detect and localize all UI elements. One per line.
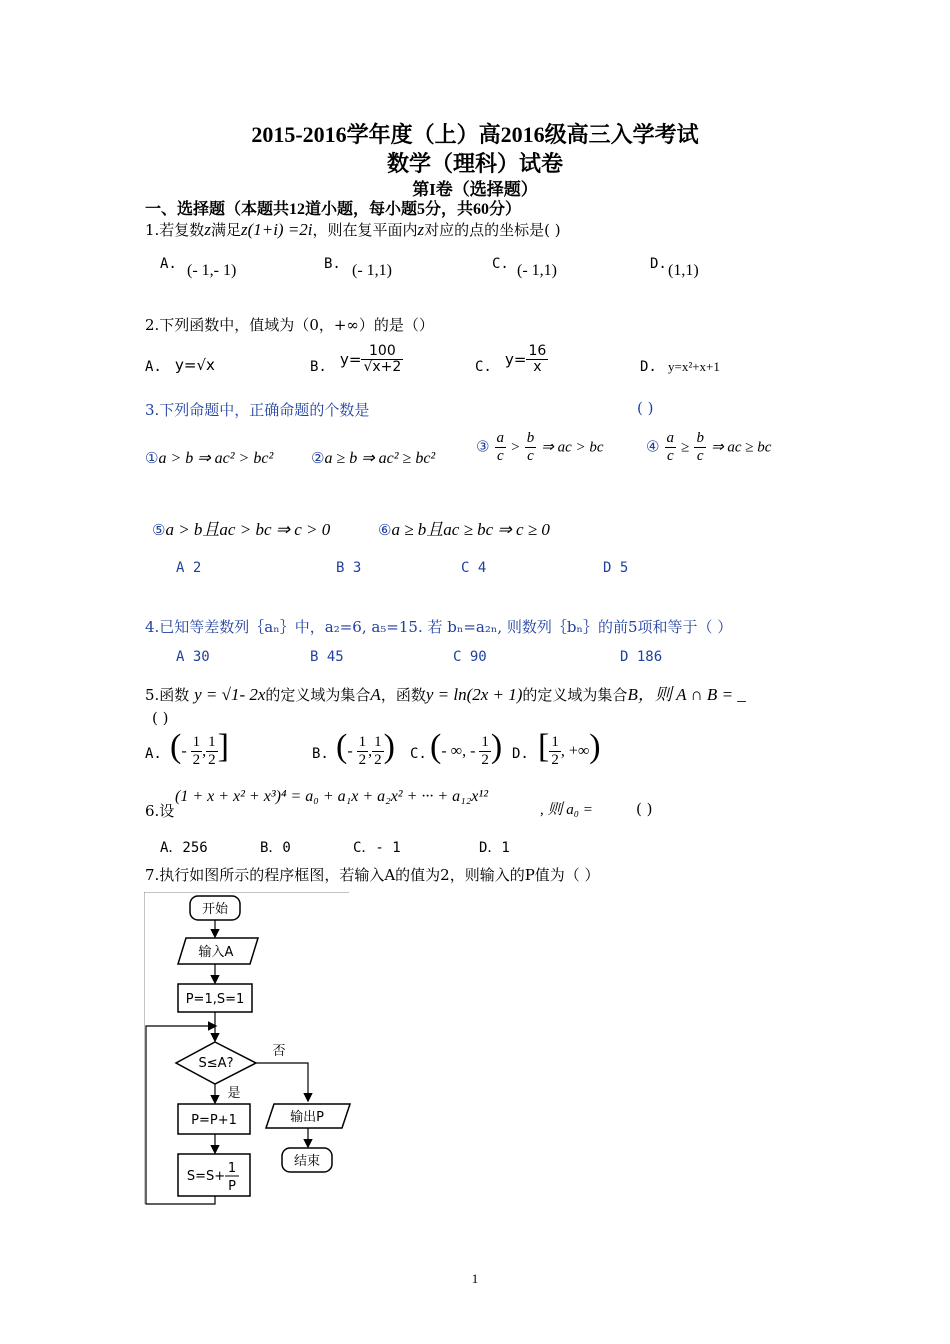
q3-3-tail: ⇒ ac > bc	[541, 439, 604, 456]
q6-option-c: C．- 1	[353, 840, 401, 856]
q5-paren: ( )	[152, 709, 169, 727]
q2-option-a: y=√x	[175, 356, 215, 374]
q1-z2: z	[417, 220, 425, 239]
part-title: 第I卷（选择题）	[412, 180, 538, 199]
q5-option-b-label: B.	[312, 746, 329, 762]
q3-4-c2: c	[696, 447, 704, 464]
q5-a-n1: 1	[192, 734, 201, 751]
q5-a-n2: 1	[208, 734, 216, 751]
q6-option-b: B．0	[260, 840, 291, 856]
q3-paren: ( )	[637, 399, 654, 417]
q3-item-5	[152, 515, 330, 540]
q3-item-4	[646, 430, 771, 464]
q6-tail: , 则 a₀ =	[540, 802, 593, 818]
q2-option-d-label: D.	[640, 359, 657, 375]
q1-option-d: (1,1)	[668, 262, 699, 279]
question-4: 4.已知等差数列｛aₙ｝中，a₂=6, a₅=15. 若 bₙ=a₂ₙ, 则数列｛bₙ｝的前5项和等于（ ）	[145, 618, 733, 636]
q3-3-c2: c	[527, 447, 534, 464]
q2-option-b-label: B.	[310, 359, 327, 375]
q3-3-c1: c	[496, 447, 504, 464]
q3-4-tail: ⇒ ac ≥ bc	[711, 439, 772, 456]
flow-input-label: 输入A	[198, 945, 234, 960]
q3-num-5: ⑤	[152, 521, 166, 539]
q3-expr-2: a ≥ b ⇒ ac² ≥ bc²	[324, 450, 436, 467]
section-heading: 一、选择题（本题共12道小题，每小题5分，共60分）	[145, 201, 522, 218]
q3-4-rel: ≥	[681, 439, 690, 456]
q2-b-num: 100	[361, 344, 403, 360]
flow-start-label: 开始	[201, 902, 229, 917]
q3-num-6: ⑥	[378, 521, 392, 539]
q4-option-b: B 45	[310, 649, 344, 665]
question-6-prefix: 6.设	[145, 802, 175, 820]
q5-prefix: 5.函数	[145, 686, 190, 704]
q2-c-num: 16	[528, 343, 547, 359]
flow-output-label: 输出P	[290, 1110, 324, 1125]
q3-option-a: A 2	[176, 560, 202, 576]
q4-option-d: D 186	[620, 649, 663, 665]
q3-num-3: ③	[476, 437, 490, 456]
q5-d-d: 2	[551, 751, 559, 768]
q1-option-c-label: C.	[492, 256, 509, 272]
flow-no-label: 否	[272, 1044, 286, 1059]
q5-option-c-label: C.	[410, 746, 427, 762]
exam-title: 2015-2016学年度（上）高2016级高三入学考试	[251, 122, 699, 147]
flow-yes-label: 是	[227, 1086, 241, 1101]
q5-set-a: A	[370, 685, 381, 704]
q5-option-d: [ $\frac{1}{2}$ , +∞)	[538, 728, 601, 768]
exam-subtitle: 数学（理科）试卷	[386, 151, 563, 176]
q3-item-6	[378, 515, 550, 540]
flow-end-label: 结束	[293, 1154, 321, 1169]
q3-item-3	[476, 430, 604, 464]
q1-equation: z(1+i) =2i	[240, 220, 313, 239]
q2-option-d: y=x²+x+1	[668, 359, 720, 374]
q4-option-a: A 30	[176, 649, 210, 665]
q3-num-4: ④	[646, 437, 660, 456]
flowchart	[144, 892, 356, 1210]
q5-func2: y = ln(2x + 1)	[425, 685, 523, 704]
q6-option-d: D．1	[479, 840, 510, 856]
q5-c-d: 2	[481, 751, 489, 768]
q5-mid2: ，函数	[380, 686, 426, 704]
q1-option-a-label: A.	[160, 256, 177, 272]
q5-b-d2: 2	[374, 751, 382, 768]
q3-expr-1: a > b ⇒ ac² > bc²	[158, 450, 274, 467]
flow-step2-prefix: S=S+	[186, 1169, 226, 1184]
q5-option-a-label: A.	[145, 746, 162, 762]
q5-b-n1: 1	[358, 734, 367, 751]
q3-3-a: a	[496, 430, 505, 446]
question-5	[145, 680, 746, 705]
q5-option-a: (- $\frac{1}{2}$ , $\frac{1}{2}$ ]	[170, 728, 229, 768]
flow-step2-num: 1	[227, 1161, 237, 1176]
q2-b-den: √x+2	[363, 359, 402, 376]
q3-item-2	[311, 448, 435, 468]
q3-4-b: b	[696, 430, 704, 446]
q5-a-d2: 2	[208, 751, 216, 768]
q5-b-n2: 1	[374, 734, 382, 751]
q5-mid3: 的定义域为集合	[522, 686, 628, 704]
q2-option-a-label: A.	[145, 359, 162, 375]
q5-tail: ，则 A ∩ B = _	[637, 685, 746, 704]
q1-mid2: ，则在复平面内	[312, 221, 418, 239]
q3-option-c: C 4	[461, 560, 487, 576]
q3-3-b: b	[526, 430, 535, 446]
q5-mid1: 的定义域为集合	[265, 686, 371, 704]
q2-b-lhs: y=	[340, 350, 362, 369]
q2-option-c	[505, 344, 548, 376]
q3-option-b: B 3	[336, 560, 362, 576]
q3-4-a: a	[666, 430, 675, 446]
q6-expression: (1 + x + x² + x³)⁴ = a₀ + a₁x + a₂x² + ··· + a₁₂x¹²	[175, 788, 488, 805]
q1-option-b: (- 1,1)	[352, 262, 392, 279]
q3-num-1: ①	[145, 449, 159, 467]
question-2: 2.下列函数中，值域为（0，+∞）的是（）	[145, 316, 434, 334]
q2-c-den: x	[533, 359, 542, 376]
q4-option-c: C 90	[453, 649, 487, 665]
q5-a-d1: 2	[192, 751, 201, 768]
q1-tail: 对应的点的坐标是( )	[424, 221, 561, 239]
page-number: 1	[471, 1271, 479, 1286]
flow-step1-label: P=P+1	[191, 1113, 237, 1128]
flow-condition-label: S≤A?	[198, 1056, 234, 1071]
q5-option-c: (- ∞, - $\frac{1}{2}$ )	[430, 728, 503, 768]
q2-c-lhs: y=	[505, 350, 527, 369]
q3-num-2: ②	[311, 449, 325, 467]
q5-option-b: (- $\frac{1}{2}$ , $\frac{1}{2}$ )	[336, 728, 395, 768]
q1-mid: 满足	[210, 221, 241, 239]
q3-option-d: D 5	[603, 560, 629, 576]
q6-paren: ( )	[636, 800, 653, 818]
q1-option-c: (- 1,1)	[517, 262, 557, 279]
flow-step2-den: P	[228, 1179, 236, 1194]
q1-option-a: (- 1,- 1)	[187, 262, 237, 279]
q5-b-d1: 2	[358, 751, 367, 768]
q3-3-rel: >	[511, 439, 520, 456]
flow-init-label: P=1,S=1	[185, 992, 245, 1007]
q3-4-c1: c	[666, 447, 674, 464]
q3-item-1	[145, 448, 273, 468]
q2-option-b	[340, 344, 403, 376]
q5-func1: y = √1- 2x	[194, 685, 266, 704]
q1-z: z	[204, 220, 211, 239]
q6-option-a: A．256	[160, 840, 208, 856]
q5-c-n: 1	[481, 734, 489, 751]
q2-option-c-label: C.	[475, 359, 492, 375]
q5-set-b: B	[627, 685, 638, 704]
q5-d-n: 1	[551, 734, 559, 751]
question-3: 3.下列命题中，正确命题的个数是	[145, 401, 370, 419]
q3-expr-6: a ≥ b且ac ≥ bc ⇒ c ≥ 0	[391, 520, 550, 539]
question-7: 7.执行如图所示的程序框图，若输入A的值为2，则输入的P值为（ ）	[145, 866, 600, 884]
q1-option-d-label: D.	[650, 256, 667, 272]
q5-option-d-label: D.	[512, 746, 529, 762]
question-1	[145, 219, 561, 240]
q1-option-b-label: B.	[324, 256, 341, 272]
q1-prefix: 1.若复数	[145, 221, 205, 239]
q3-expr-5: a > b且ac > bc ⇒ c > 0	[165, 520, 331, 539]
